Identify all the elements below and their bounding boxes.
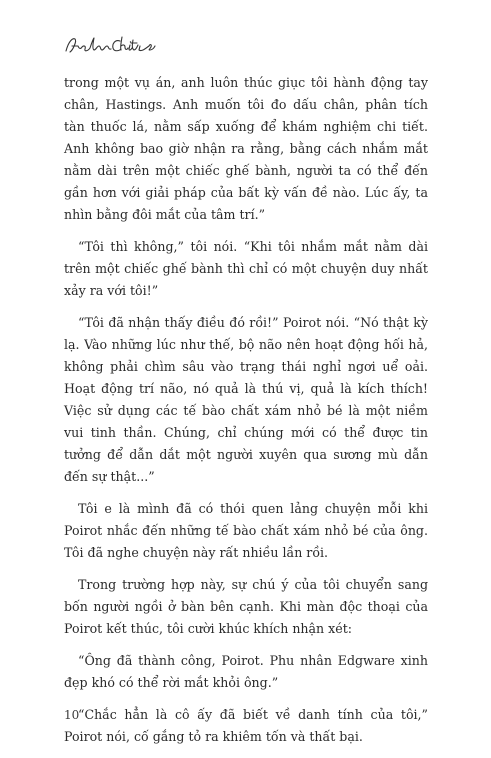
- paragraph: “Chắc hẳn là cô ấy đã biết về danh tính của tôi,” Poirot nói, cố gắng tỏ ra khiêm tốn và thất bại.: [64, 707, 428, 744]
- body-text: [64, 72, 428, 758]
- page-number: 10: [64, 708, 80, 722]
- author-signature-logo: [64, 34, 160, 58]
- paragraph: trong một vụ án, anh luôn thúc giục tôi hành động tay chân, Hastings. Anh muốn tôi đo dấu chân, phân tích tàn thuốc lá, nằm sấp xuống để khám nghiệm chi tiết. Anh không bao giờ nhận ra rằng, bằng cách nhắm mắt nằm dài trên một chiếc ghế bành, người ta có thể đến gần hơn với giải pháp của bất kỳ vấn đề nào. Lúc ấy, ta nhìn bằng đôi mắt của tâm trí.”: [64, 75, 428, 222]
- paragraph: “Ông đã thành công, Poirot. Phu nhân Edgware xinh đẹp khó có thể rời mắt khỏi ông.”: [64, 653, 428, 690]
- paragraph: Tôi e là mình đã có thói quen lảng chuyện mỗi khi Poirot nhắc đến những tế bào chất xám nhỏ bé của ông. Tôi đã nghe chuyện này rất nhiều lần rồi.: [64, 501, 428, 560]
- paragraph: “Tôi đã nhận thấy điều đó rồi!” Poirot nói. “Nó thật kỳ lạ. Vào những lúc như thế, bộ não nên hoạt động hối hả, không phải chìm sâu vào trạng thái nghỉ ngơi uể oải. Hoạt động trí não, nó quả là thú vị, quả là kích thích! Việc sử dụng các tế bào chất xám nhỏ bé là một niềm vui tinh thần. Chúng, chỉ chúng mới có thể được tin tưởng để dẫn dắt một người xuyên qua sương mù dẫn đến sự thật...”: [64, 315, 428, 484]
- paragraph: “Tôi thì không,” tôi nói. “Khi tôi nhắm mắt nằm dài trên một chiếc ghế bành thì chỉ có một chuyện duy nhất xảy ra với tôi!”: [64, 239, 428, 298]
- paragraph: Trong trường hợp này, sự chú ý của tôi chuyển sang bốn người ngồi ở bàn bên cạnh. Khi màn độc thoại của Poirot kết thúc, tôi cười khúc khích nhận xét:: [64, 577, 428, 636]
